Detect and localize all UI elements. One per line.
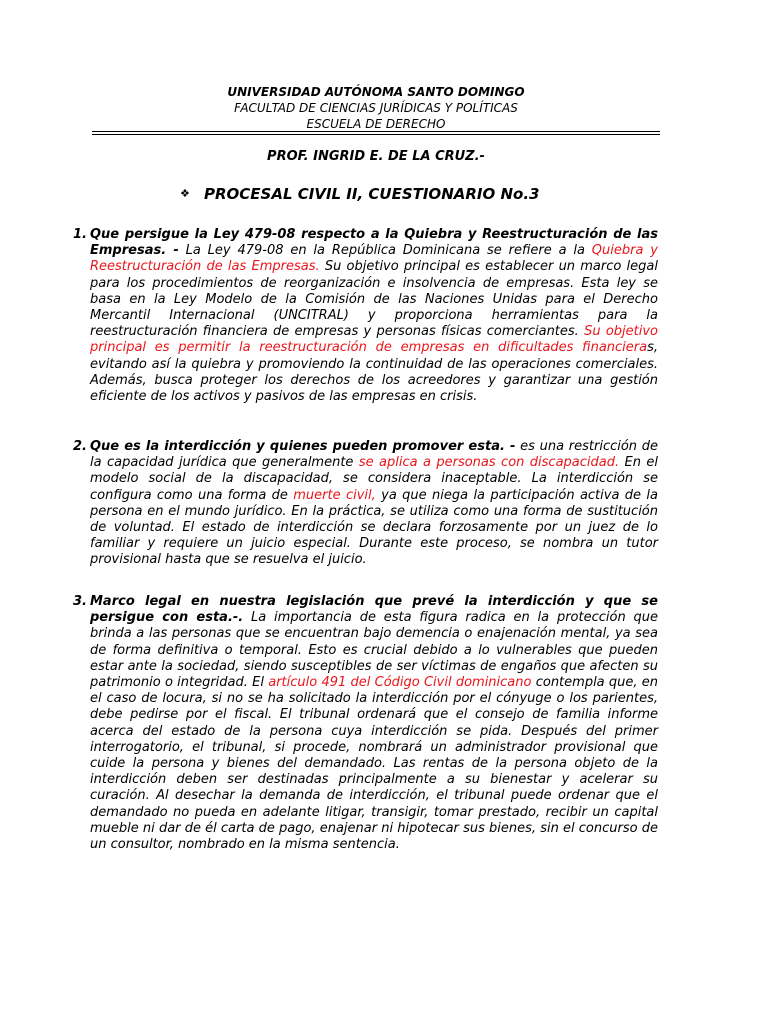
question-number: 2. bbox=[73, 439, 87, 454]
question-text: Que es la interdicción y quienes pueden promover esta. - bbox=[90, 439, 516, 454]
answer-highlight: se aplica a personas con discapacidad. bbox=[358, 455, 620, 471]
question-number: 1. bbox=[73, 227, 87, 242]
question-text: Que persigue la Ley 479-08 respecto a la Quiebra y Reestructuración de las Empresas. - bbox=[90, 227, 658, 259]
question-item-2 bbox=[73, 439, 659, 569]
question-item-3 bbox=[73, 594, 659, 853]
header-divider-bottom bbox=[92, 134, 660, 135]
answer-text: es una restricción de la capacidad jurídica que generalmente bbox=[90, 439, 659, 471]
diamond-bullet-icon: ❖ bbox=[180, 187, 190, 200]
university-name: UNIVERSIDAD AUTÓNOMA SANTO DOMINGO bbox=[227, 85, 525, 99]
faculty-name: FACULTAD DE CIENCIAS JURÍDICAS Y POLÍTICAS bbox=[234, 101, 518, 115]
question-number: 3. bbox=[73, 594, 87, 609]
header-divider-top bbox=[92, 131, 660, 132]
answer-highlight: Su objetivo principal es permitir la reestructuración de empresas en dificultades financiera bbox=[90, 324, 658, 356]
answer-highlight: artículo 491 del Código Civil dominicano bbox=[268, 675, 532, 691]
answer-text: La Ley 479-08 en la República Dominicana se refiere a la bbox=[178, 243, 592, 259]
answer-text: La importancia de esta figura radica en la protección que brinda a las personas que se encuentran bajo demencia o enajenación mental, ya sea de forma definitiva o temporal. Esto es crucial debido a lo vulnerables que pueden estar ante la sociedad, siendo susceptibles de ser víctimas de engaños que afecten su patrimonio o integridad. El bbox=[90, 610, 658, 691]
answer-text: Su objetivo principal es establecer un marco legal para los procedimientos de reorganización e insolvencia de empresas. Esta ley se basa en la Ley Modelo de la Comisión de las Naciones Unidas para el Derecho Mercantil Internacional (UNCITRAL) y proporciona herramientas para la reestructuración financiera de empresas y personas físicas comerciantes. bbox=[90, 259, 658, 340]
answer-text: ya que niega la participación activa de la persona en el mundo jurídico. En la práctica, se utiliza como una forma de sustitución de voluntad. El estado de interdicción se declara forzosamente por un juez de lo familiar y requiere un juicio especial. Durante este proceso, se nombra un tutor provisional hasta que se resuelva el juicio. bbox=[90, 487, 658, 568]
professor-name: PROF. INGRID E. DE LA CRUZ.- bbox=[267, 149, 485, 164]
school-name: ESCUELA DE DERECHO bbox=[306, 117, 446, 131]
document-title: PROCESAL CIVIL II, CUESTIONARIO No.3 bbox=[204, 185, 540, 203]
question-item-1 bbox=[73, 227, 658, 405]
answer-text: En el modelo social de la discapacidad, se considera inaceptable. La interdicción se configura como una forma de bbox=[90, 455, 658, 503]
answer-text: s, evitando así la quiebra y promoviendo la continuidad de las operaciones comerciales. Además, busca proteger los derechos de los acreedores y garantizar una gestión eficiente de los activos y pasivos de las empresas en crisis. bbox=[90, 340, 658, 405]
answer-text: contempla que, en el caso de locura, si no se ha solicitado la interdicción por el cónyuge o los parientes, debe pedirse por el fiscal. El tribunal ordenará que el consejo de familia informe acerca del estado de la persona cuya interdicción se pida. Después del primer interrogatorio, el tribunal, si procede, nombrará un administrador provisional que cuide la persona y bienes del demandado. Las rentas de la persona objeto de la interdicción deben ser destinadas principalmente a su bienestar y acelerar su curación. Al desechar la demanda de interdicción, el tribunal puede ordenar que el demandado no pueda en adelante litigar, transigir, tomar prestado, recibir un capital mueble ni dar de él carta de pago, enajenar ni hipotecar sus bienes, sin el concurso de un consultor, nombrado en la misma sentencia. bbox=[90, 675, 659, 853]
answer-highlight: Quiebra y Reestructuración de las Empresas. bbox=[90, 243, 658, 275]
question-text: Marco legal en nuestra legislación que prevé la interdicción y que se persigue con esta.-. bbox=[90, 594, 658, 626]
answer-highlight: muerte civil, bbox=[293, 487, 376, 503]
